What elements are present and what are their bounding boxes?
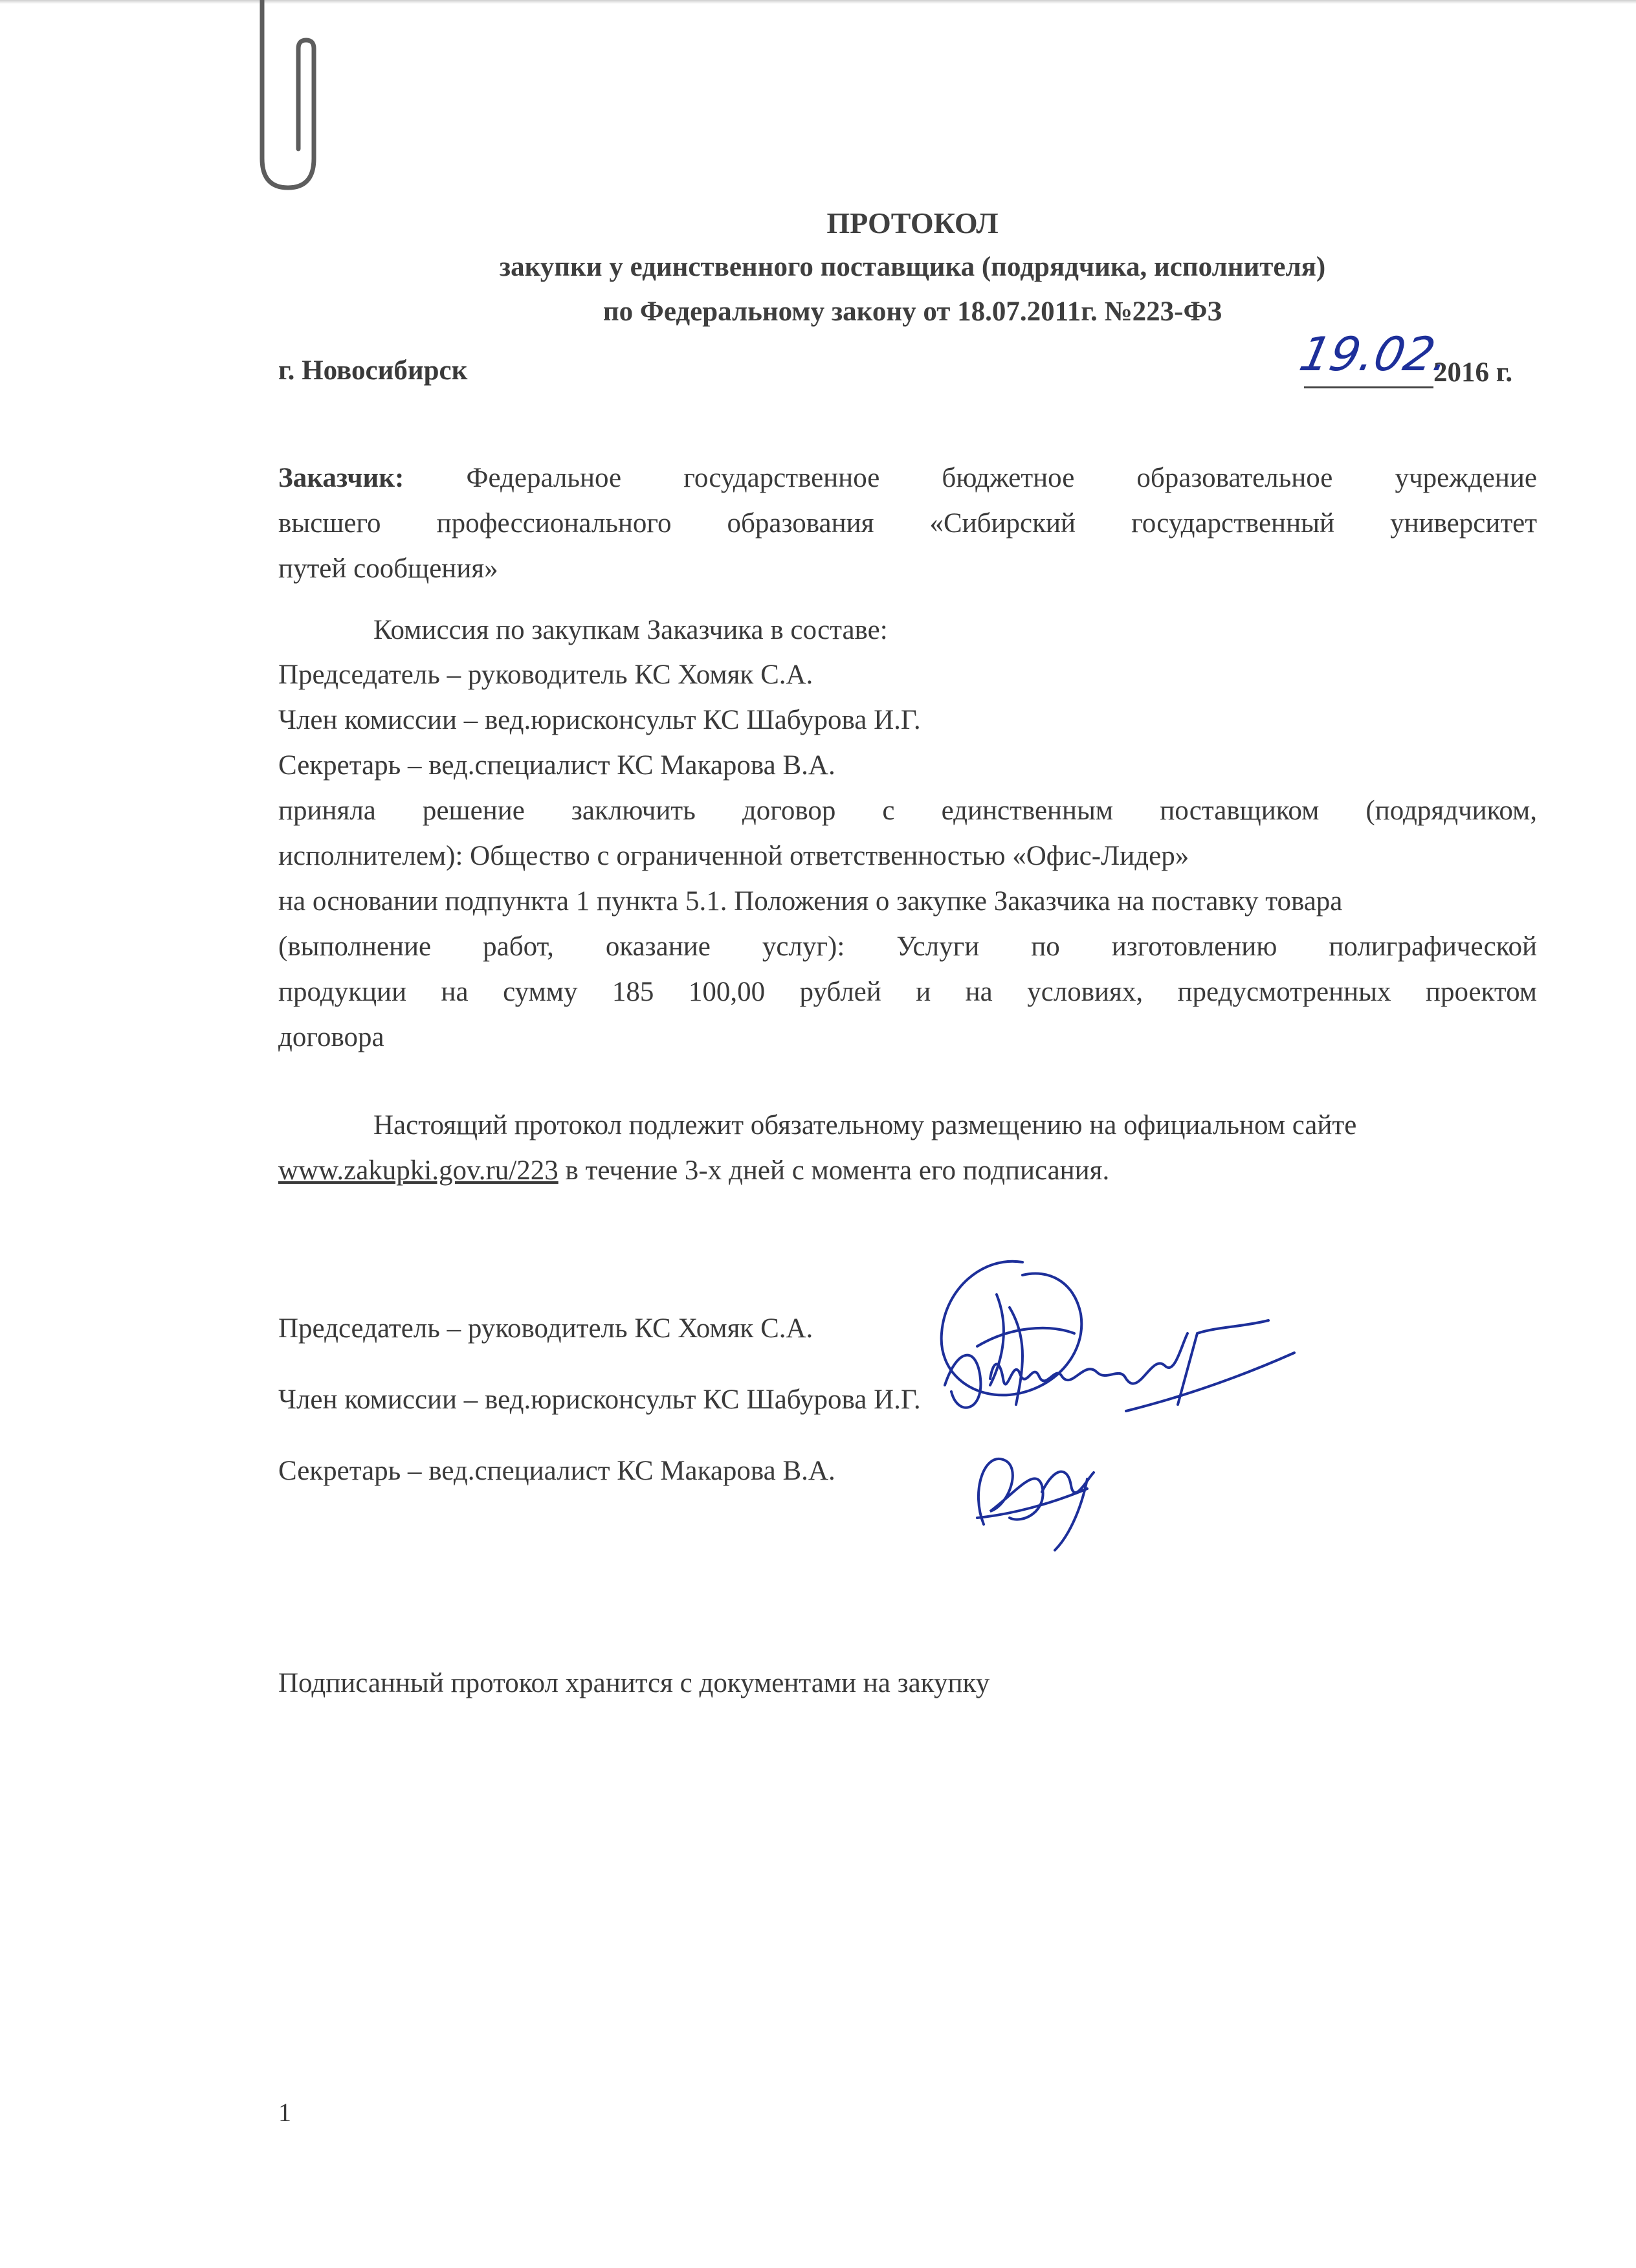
date-year: 2016 г. xyxy=(1433,357,1513,388)
scan-top-edge xyxy=(0,0,1636,4)
zakupki-link[interactable]: www.zakupki.gov.ru/223 xyxy=(278,1155,558,1186)
document-subtitle-line1: закупки у единственного поставщика (подрядчика, исполнителя) xyxy=(499,252,1326,282)
publication-line2 xyxy=(278,1148,1537,1194)
city: г. Новосибирск xyxy=(278,355,468,386)
decision-line1: приняла решение заключить договор с единственным поставщиком (подрядчиком, xyxy=(278,795,1537,826)
commission-secretary: Секретарь – вед.специалист КС Макарова В.А. xyxy=(278,750,835,781)
commission-member: Член комиссии – вед.юрисконсульт КС Шабурова И.Г. xyxy=(278,705,921,735)
decision-line5: продукции на сумму 185 100,00 рублей и на условиях, предусмотренных проектом xyxy=(278,977,1537,1007)
decision-line2: исполнителем): Общество с ограниченной ответственностью «Офис-Лидер» xyxy=(278,841,1189,871)
signature-member-label: Член комиссии – вед.юрисконсульт КС Шабурова И.Г. xyxy=(278,1384,921,1415)
storage-note: Подписанный протокол хранится с документами на закупку xyxy=(278,1668,990,1698)
commission-chair: Председатель – руководитель КС Хомяк С.А. xyxy=(278,660,813,690)
customer-line2: высшего профессионального образования «Сибирский государственный университет xyxy=(278,508,1537,539)
signature-secretary-label: Секретарь – вед.специалист КС Макарова В.А. xyxy=(278,1456,835,1486)
paperclip-icon xyxy=(249,0,333,194)
member-signature xyxy=(932,1307,1307,1437)
decision-line3: на основании подпункта 1 пункта 5.1. Положения о закупке Заказчика на поставку товара xyxy=(278,886,1343,917)
decision-line6: договора xyxy=(278,1022,384,1052)
decision-line4: (выполнение работ, оказание услуг): Услуги по изготовлению полиграфической xyxy=(278,931,1537,962)
document-subtitle-line2: по Федеральному закону от 18.07.2011г. №223-ФЗ xyxy=(602,296,1222,327)
customer-text-1: Федеральное государственное бюджетное образовательное учреждение xyxy=(466,463,1537,493)
publication-line1: Настоящий протокол подлежит обязательному размещению на официальном сайте xyxy=(373,1110,1357,1140)
page-number: 1 xyxy=(278,2098,291,2127)
signature-chair-label: Председатель – руководитель КС Хомяк С.А. xyxy=(278,1313,813,1344)
document-title: ПРОТОКОЛ xyxy=(826,206,999,239)
customer-line1 xyxy=(278,455,1537,502)
date-underline xyxy=(1304,386,1433,388)
publication-line2-rest: в течение 3-х дней с момента его подписания. xyxy=(558,1155,1110,1186)
customer-line3: путей сообщения» xyxy=(278,553,498,584)
customer-label: Заказчик: xyxy=(278,463,404,493)
date-field xyxy=(1295,327,1537,392)
commission-intro: Комиссия по закупкам Заказчика в составе: xyxy=(373,615,888,645)
handwritten-date: 19.02. xyxy=(1295,327,1455,381)
secretary-signature xyxy=(958,1427,1126,1557)
